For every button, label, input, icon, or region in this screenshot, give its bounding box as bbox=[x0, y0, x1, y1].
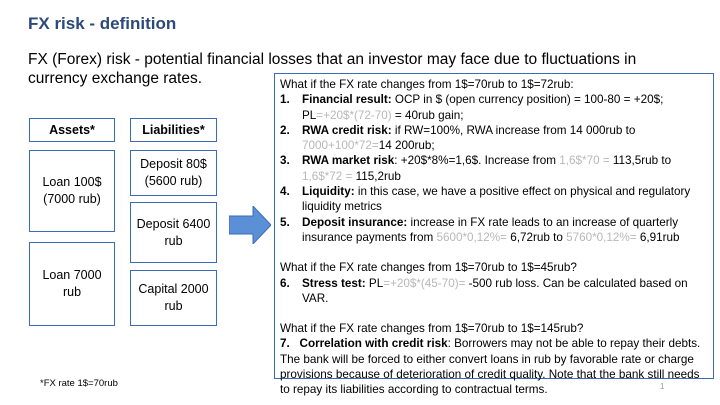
question-1: What if the FX rate changes from 1$=70rub to 1$=72rub: bbox=[280, 78, 574, 91]
loan-usd-box bbox=[29, 150, 115, 232]
deposit-usd-box bbox=[130, 150, 217, 196]
right-arrow-icon bbox=[229, 206, 271, 244]
list-item: 2. RWA credit risk: if RW=100%, RWA increase from 14 000rub to 7000+100*72=14 200rub; bbox=[280, 123, 636, 153]
loan-usd-label: Loan 100$ (7000 rub) bbox=[42, 175, 102, 206]
page-number: 1 bbox=[660, 382, 665, 391]
deposit-rub-box bbox=[130, 202, 217, 263]
list-item: 3. RWA market risk: +20$*8%=1,6$. Increase from 1,6$*70 = 113,5rub to 1,6$*72 = 115,2rub bbox=[280, 154, 672, 183]
question-2: What if the FX rate changes from 1$=70rub to 1$=45rub? bbox=[280, 261, 577, 275]
loan-rub-label: Loan 7000 rub bbox=[42, 268, 102, 299]
deposit-rub-label: Deposit 6400 rub bbox=[136, 216, 211, 248]
assets-header: Assets* bbox=[29, 118, 115, 142]
page-title: FX risk - definition bbox=[28, 14, 177, 33]
liabilities-header: Liabilities* bbox=[130, 118, 217, 142]
deposit-usd-label: Deposit 80$ (5600 rub) bbox=[140, 157, 207, 188]
list-item: 5. Deposit insurance: increase in FX rate leads to an increase of quarterly insurance payments from 5600*0,12%= 6,72rub to 5760*0,12%= 6,91rub bbox=[280, 215, 680, 244]
question-3: What if the FX rate changes from 1$=70rub to 1$=145rub? bbox=[280, 322, 584, 336]
list-item: 4. Liquidity: in this case, we have a positive effect on physical and regulatory liquidity metrics bbox=[280, 185, 691, 214]
footnote: *FX rate 1$=70rub bbox=[40, 378, 118, 389]
capital-box bbox=[130, 270, 217, 326]
loan-rub-box bbox=[29, 242, 115, 326]
list-item-correlation: 7. Correlation with credit risk: Borrowers may not be able to repay their debts. The bank will be forced to either convert loans in rub by favorable rate or charge provisions because of deterioration of credit quality. Note that the bank still needs to repay its liabilities according to contractual terms. bbox=[280, 337, 701, 397]
capital-label: Capital 2000 rub bbox=[138, 282, 209, 313]
scenario-panel bbox=[274, 73, 714, 397]
list-item: 1. Financial result: OCP in $ (open currency position) = 100-80 = +20$; PL=+20$*(72-70) = 40rub gain; bbox=[280, 93, 664, 122]
intro-text: FX (Forex) risk - potential financial losses that an investor may face due to fluctuations in currency exchange rates. bbox=[28, 51, 637, 87]
list-item: 6. Stress test: PL=+20$*(45-70)= -500 rub loss. Can be calculated based on VAR. bbox=[280, 276, 688, 305]
